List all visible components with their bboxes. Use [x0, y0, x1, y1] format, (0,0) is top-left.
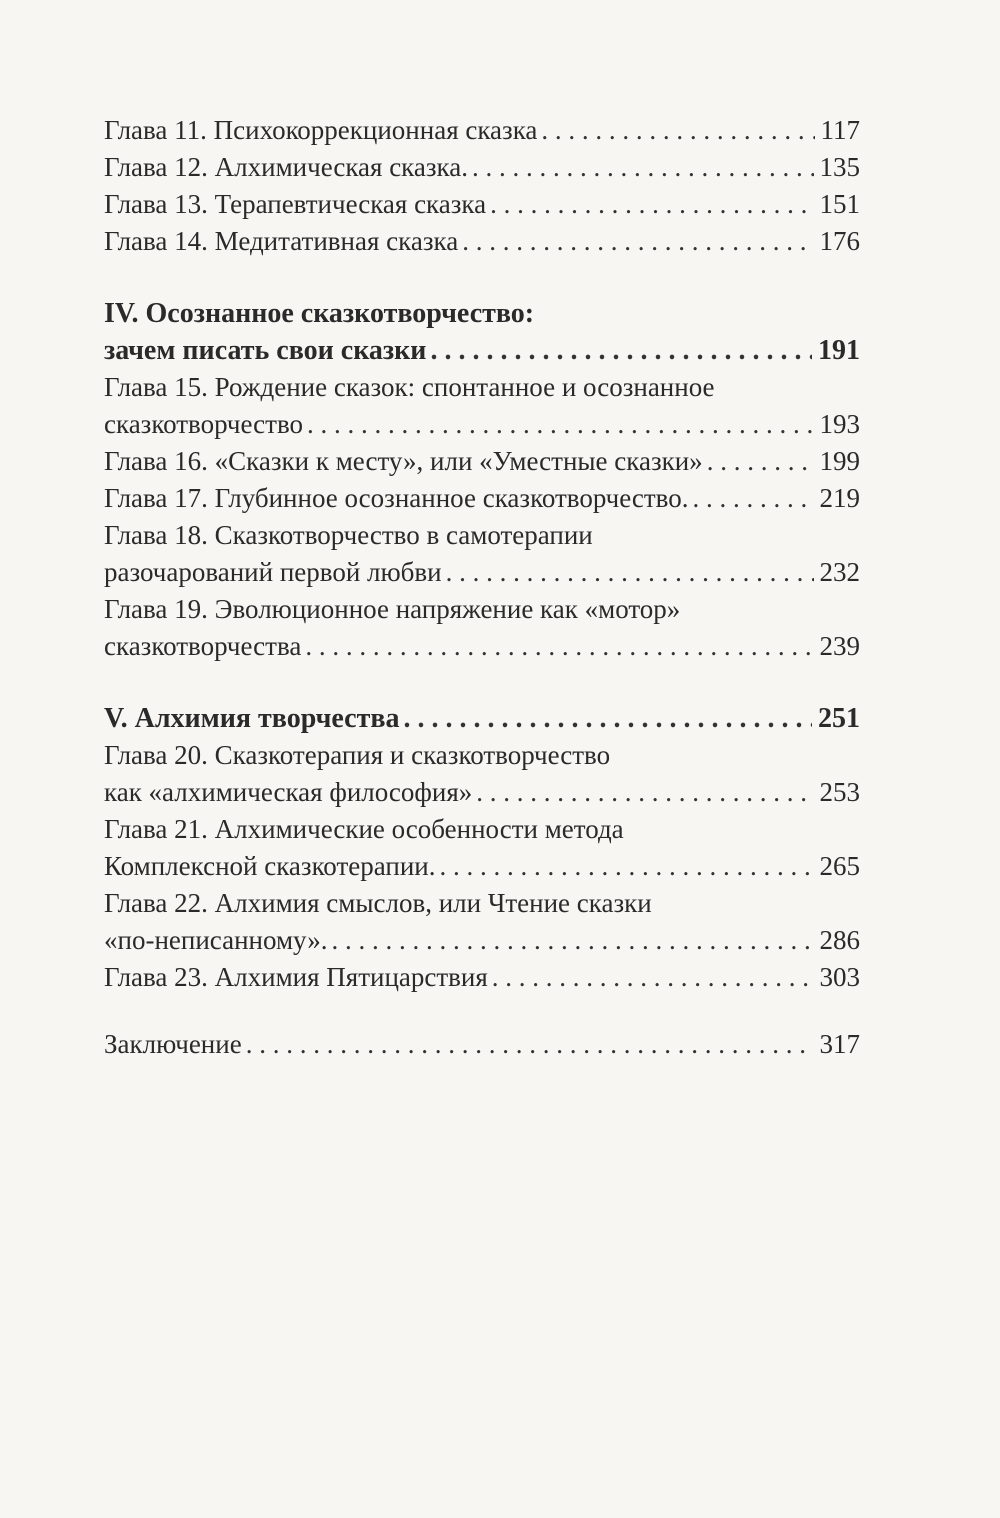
leader-dots [430, 332, 812, 369]
chapter-17-page: 219 [819, 483, 860, 513]
toc-entry-chapter-15 [104, 406, 860, 443]
chapter-16-title: Глава 16. «Сказки к месту», или «Уместные сказки» [104, 446, 703, 476]
chapter-16-page: 199 [819, 446, 860, 476]
part-4-page: 191 [818, 335, 860, 366]
chapter-17-title: Глава 17. Глубинное осознанное сказкотворчество. [104, 483, 689, 513]
leader-dots [439, 848, 813, 885]
leader-dots [246, 1026, 814, 1063]
toc-entry-chapter-12 [104, 149, 860, 186]
table-of-contents [104, 112, 860, 1063]
toc-entry-title: Глава 12. Алхимическая сказка. [104, 152, 468, 182]
toc-entry-page: 117 [820, 115, 860, 145]
chapter-15-page: 193 [819, 409, 860, 439]
chapter-21-title-line1: Глава 21. Алхимические особенности метода [104, 814, 624, 844]
chapter-22-page: 286 [819, 925, 860, 955]
chapter-22-title-line2: «по-неписанному». [104, 925, 328, 955]
part-5-page: 251 [818, 703, 860, 734]
toc-entry-chapter-23 [104, 959, 860, 996]
toc-entry-chapter-11 [104, 112, 860, 149]
toc-entry-page: 151 [819, 189, 860, 219]
toc-entry-page: 176 [819, 226, 860, 256]
leader-dots [403, 700, 812, 737]
chapter-19-page: 239 [819, 631, 860, 661]
toc-entry-part-5 [104, 700, 860, 737]
toc-entry-chapter-13 [104, 186, 860, 223]
part-4-title-line2: зачем писать свои сказки [104, 335, 427, 366]
toc-entry-title: Глава 14. Медитативная сказка [104, 226, 459, 256]
leader-dots [462, 223, 813, 260]
chapter-18-title-line2: разочарований первой любви [104, 557, 442, 587]
toc-entry-part-4 [104, 332, 860, 369]
chapter-23-title: Глава 23. Алхимия Пятицарствия [104, 962, 488, 992]
chapter-23-page: 303 [819, 962, 860, 992]
chapter-15-title-line1: Глава 15. Рождение сказок: спонтанное и осознанное [104, 372, 715, 402]
leader-dots [305, 628, 813, 665]
conclusion-page: 317 [819, 1029, 860, 1059]
chapter-18-page: 232 [819, 557, 860, 587]
leader-dots [492, 959, 814, 996]
toc-entry-title: Глава 13. Терапевтическая сказка [104, 189, 487, 219]
leader-dots [490, 186, 813, 223]
leader-dots [692, 480, 813, 517]
part-4-title-line1: IV. Осознанное сказкотворчество: [104, 298, 535, 329]
toc-entry-chapter-17 [104, 480, 860, 517]
leader-dots [307, 406, 813, 443]
chapter-22-title-line1: Глава 22. Алхимия смыслов, или Чтение сказки [104, 888, 652, 918]
toc-entry-page: 135 [819, 152, 860, 182]
toc-entry-chapter-20 [104, 774, 860, 811]
toc-entry-conclusion [104, 1026, 860, 1063]
chapter-20-title-line2: как «алхимическая философия» [104, 777, 473, 807]
chapter-21-page: 265 [819, 851, 860, 881]
leader-dots [331, 922, 813, 959]
leader-dots [472, 149, 814, 186]
chapter-19-title-line1: Глава 19. Эволюционное напряжение как «мотор» [104, 594, 681, 624]
toc-entry-chapter-19 [104, 628, 860, 665]
chapter-18-title-line1: Глава 18. Сказкотворчество в самотерапии [104, 520, 593, 550]
toc-entry-chapter-18 [104, 554, 860, 591]
leader-dots [446, 554, 814, 591]
leader-dots [707, 443, 814, 480]
toc-entry-chapter-14 [104, 223, 860, 260]
toc-entry-chapter-16 [104, 443, 860, 480]
chapter-21-title-line2: Комплексной сказкотерапии. [104, 851, 436, 881]
toc-entry-chapter-21 [104, 848, 860, 885]
conclusion-title: Заключение [104, 1029, 242, 1059]
chapter-20-title-line1: Глава 20. Сказкотерапия и сказкотворчество [104, 740, 611, 770]
toc-entry-chapter-22 [104, 922, 860, 959]
leader-dots [541, 112, 814, 149]
chapter-19-title-line2: сказкотворчества [104, 631, 302, 661]
chapter-15-title-line2: сказкотворчество [104, 409, 304, 439]
part-5-title: V. Алхимия творчества [104, 703, 400, 734]
leader-dots [476, 774, 813, 811]
toc-entry-title: Глава 11. Психокоррекционная сказка [104, 115, 538, 145]
chapter-20-page: 253 [819, 777, 860, 807]
